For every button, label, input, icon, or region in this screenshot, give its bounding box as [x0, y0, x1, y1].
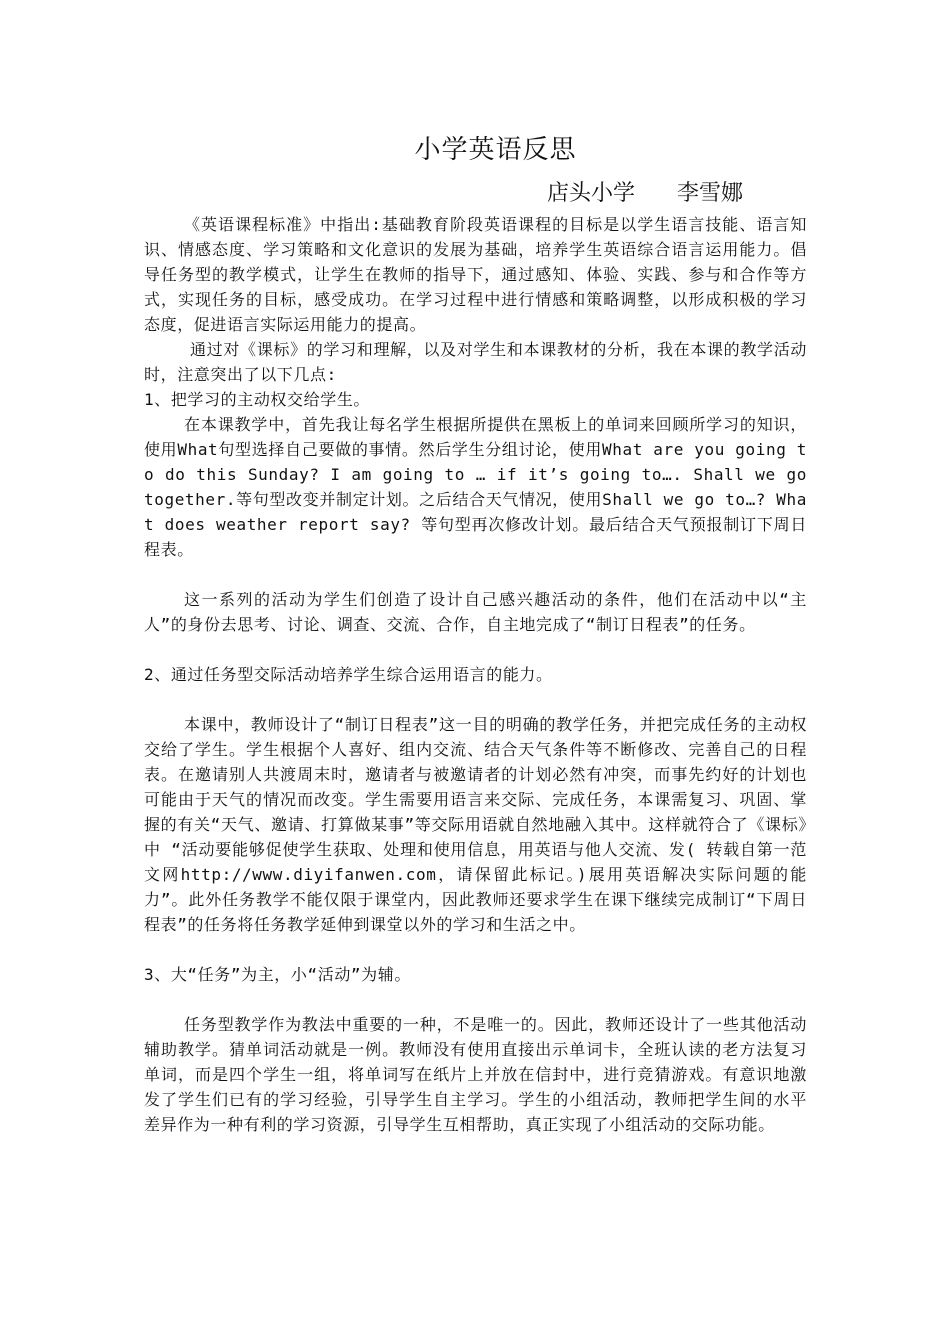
paragraph-section-2: 本课中，教师设计了“制订日程表”这一目的明确的教学任务，并把完成任务的主动权交给了学生。学生根据个人喜好、组内交流、结合天气条件等不断修改、完善自己的日程表。在邀请别人共渡周末时，邀请者与被邀请者的计划必然有冲突，而事先约好的计划也可能由于天气的情况而改变。学生需要用语言来交际、完成任务，本课需复习、巩固、掌握的有关“天气、邀请、打算做某事”等交际用语就自然地融入其中。这样就符合了《课标》中 “活动要能够促使学生获取、处理和使用信息，用英语与他人交流、发( 转载自第一范文网http://www.diyifanwen.com，请保留此标记。)展用英语解决实际问题的能力”。此外任务教学不能仅限于课堂内，因此教师还要求学生在课下继续完成制订“下周日程表”的任务将任务教学延伸到课堂以外的学习和生活之中。: [144, 715, 807, 934]
document-page: [144, 120, 807, 1137]
paragraph-activities: 这一系列的活动为学生们创造了设计自己感兴趣活动的条件，他们在活动中以“主人”的身份去思考、讨论、调查、交流、合作，自主地完成了“制订日程表”的任务。: [144, 590, 807, 634]
author-name: 李雪娜: [677, 181, 744, 206]
document-title: 小学英语反思: [414, 135, 577, 165]
paragraph-intro: 《英语课程标准》中指出:基础教育阶段英语课程的目标是以学生语言技能、语言知识、情感态度、学习策略和文化意识的发展为基础，培养学生英语综合语言运用能力。倡导任务型的教学模式，让学生在教师的指导下，通过感知、体验、实践、参与和合作等方式，实现任务的目标，感受成功。在学习过程中进行情感和策略调整，以形成积极的学习态度，促进语言实际运用能力的提高。: [144, 215, 807, 334]
blank-line: [144, 637, 807, 662]
paragraph-section-3: 任务型教学作为教法中重要的一种，不是唯一的。因此，教师还设计了一些其他活动辅助教学。猜单词活动就是一例。教师没有使用直接出示单词卡，全班认读的老方法复习单词，而是四个学生一组，将单词写在纸片上并放在信封中，进行竞猜游戏。有意识地激发了学生们已有的学习经验，引导学生自主学习。学生的小组活动，教师把学生间的水平差异作为一种有利的学习资源，引导学生互相帮助，真正实现了小组活动的交际功能。: [144, 1015, 807, 1134]
blank-line: [144, 562, 807, 587]
blank-line: [144, 937, 807, 962]
byline: [144, 176, 807, 212]
section-heading-1: 1、把学习的主动权交给学生。: [144, 390, 371, 409]
section-heading-3: 3、大“任务”为主，小“活动”为辅。: [144, 965, 411, 984]
section-heading-2: 2、通过任务型交际活动培养学生综合运用语言的能力。: [144, 665, 553, 684]
school-name: 店头小学: [547, 181, 636, 206]
paragraph-section-1: 在本课教学中，首先我让每名学生根据所提供在黑板上的单词来回顾所学习的知识，使用What句型选择自己要做的事情。然后学生分组讨论，使用What are you going to do this Sunday? I am going to … if it’s going to…. Shall we go together.等句型改变并制定计划。之后结合天气情况，使用Shall we go to…? What does weather report say? 等句型再次修改计划。最后结合天气预报制订下周日程表。: [144, 415, 807, 559]
paragraph-study: 通过对《课标》的学习和理解，以及对学生和本课教材的分析，我在本课的教学活动时，注意突出了以下几点:: [144, 340, 807, 384]
blank-line: [144, 687, 807, 712]
blank-line: [144, 987, 807, 1012]
